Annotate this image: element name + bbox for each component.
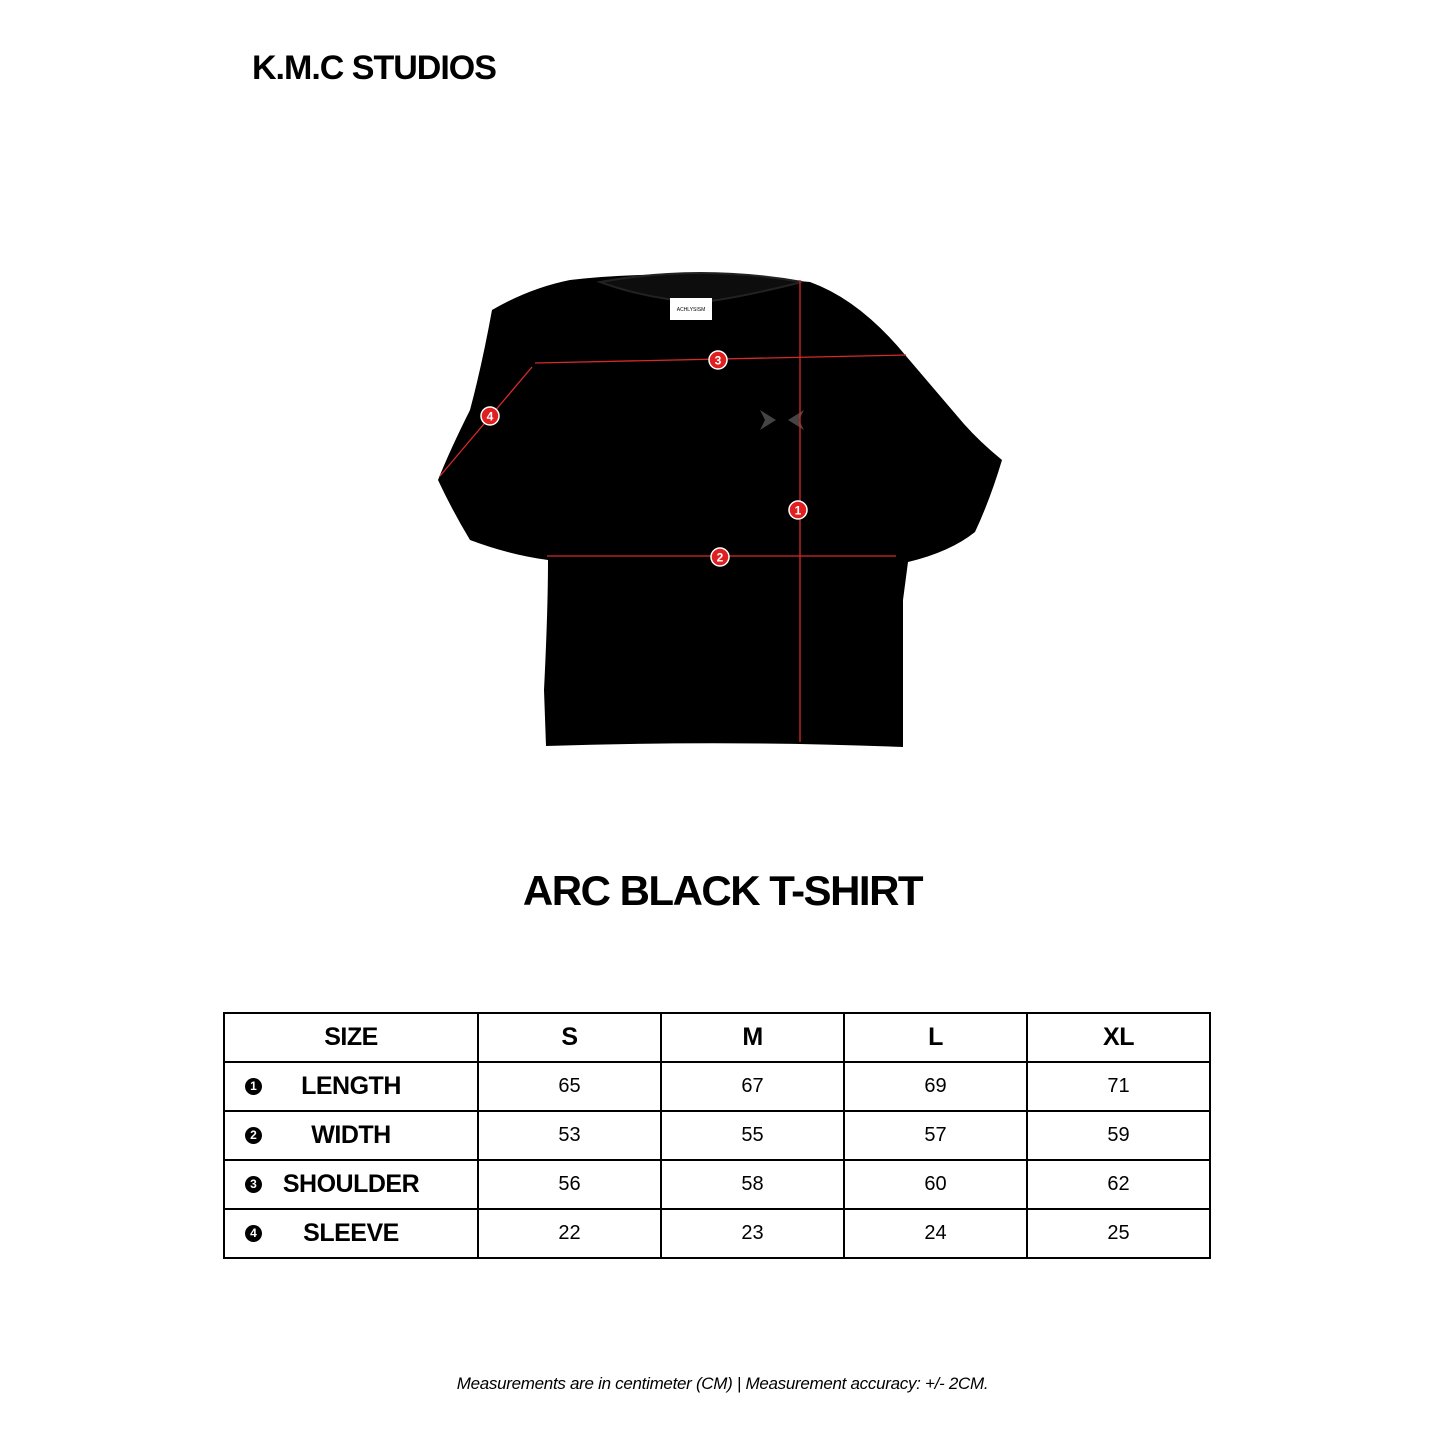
table-cell: 57 xyxy=(844,1111,1027,1160)
table-cell: 58 xyxy=(661,1160,844,1209)
row-number-badge: 2 xyxy=(245,1127,262,1144)
neck-label-text: ACHLYSISM xyxy=(676,307,706,313)
table-cell: 71 xyxy=(1027,1062,1210,1111)
header-xl: XL xyxy=(1027,1013,1210,1062)
svg-text:4: 4 xyxy=(486,409,494,424)
header-size: SIZE xyxy=(224,1013,478,1062)
table-cell: 55 xyxy=(661,1111,844,1160)
svg-text:3: 3 xyxy=(714,353,722,368)
table-cell: 67 xyxy=(661,1062,844,1111)
table-row-sleeve xyxy=(224,1209,1210,1258)
table-cell: 62 xyxy=(1027,1160,1210,1209)
marker-1 xyxy=(789,501,807,519)
table-cell: 60 xyxy=(844,1160,1027,1209)
product-title: ARC BLACK T-SHIRT xyxy=(522,867,923,914)
table-cell: 22 xyxy=(478,1209,661,1258)
tshirt-illustration xyxy=(430,270,1020,760)
brand-logo: K.M.C STUDIOS xyxy=(252,49,496,87)
row-label: SLEEVE xyxy=(303,1219,399,1247)
table-cell: 24 xyxy=(844,1209,1027,1258)
table-row-width xyxy=(224,1111,1210,1160)
marker-2 xyxy=(711,548,729,566)
table-cell: 69 xyxy=(844,1062,1027,1111)
header-s: S xyxy=(478,1013,661,1062)
row-number-badge: 4 xyxy=(245,1225,262,1242)
row-label-cell xyxy=(224,1209,478,1258)
table-cell: 59 xyxy=(1027,1111,1210,1160)
product-image xyxy=(430,270,1020,760)
row-label: SHOULDER xyxy=(282,1170,420,1198)
marker-4 xyxy=(481,407,499,425)
table-cell: 23 xyxy=(661,1209,844,1258)
row-label: LENGTH xyxy=(301,1072,401,1100)
table-header-row xyxy=(224,1013,1210,1062)
table-cell: 25 xyxy=(1027,1209,1210,1258)
table-row-shoulder xyxy=(224,1160,1210,1209)
row-label: WIDTH xyxy=(311,1121,391,1149)
svg-text:2: 2 xyxy=(716,550,724,565)
row-label-cell xyxy=(224,1062,478,1111)
row-number-badge: 1 xyxy=(245,1078,262,1095)
measurement-footnote: Measurements are in centimeter (CM) | Measurement accuracy: +/- 2CM. xyxy=(456,1374,989,1393)
header-m: M xyxy=(661,1013,844,1062)
table-cell: 56 xyxy=(478,1160,661,1209)
header-l: L xyxy=(844,1013,1027,1062)
row-number-badge: 3 xyxy=(245,1176,262,1193)
svg-text:1: 1 xyxy=(794,503,802,518)
row-label-cell xyxy=(224,1160,478,1209)
table-cell: 65 xyxy=(478,1062,661,1111)
row-label-cell xyxy=(224,1111,478,1160)
size-chart-table xyxy=(223,1012,1211,1259)
table-cell: 53 xyxy=(478,1111,661,1160)
tshirt-shape xyxy=(438,275,1002,747)
marker-3 xyxy=(709,351,727,369)
table-row-length xyxy=(224,1062,1210,1111)
